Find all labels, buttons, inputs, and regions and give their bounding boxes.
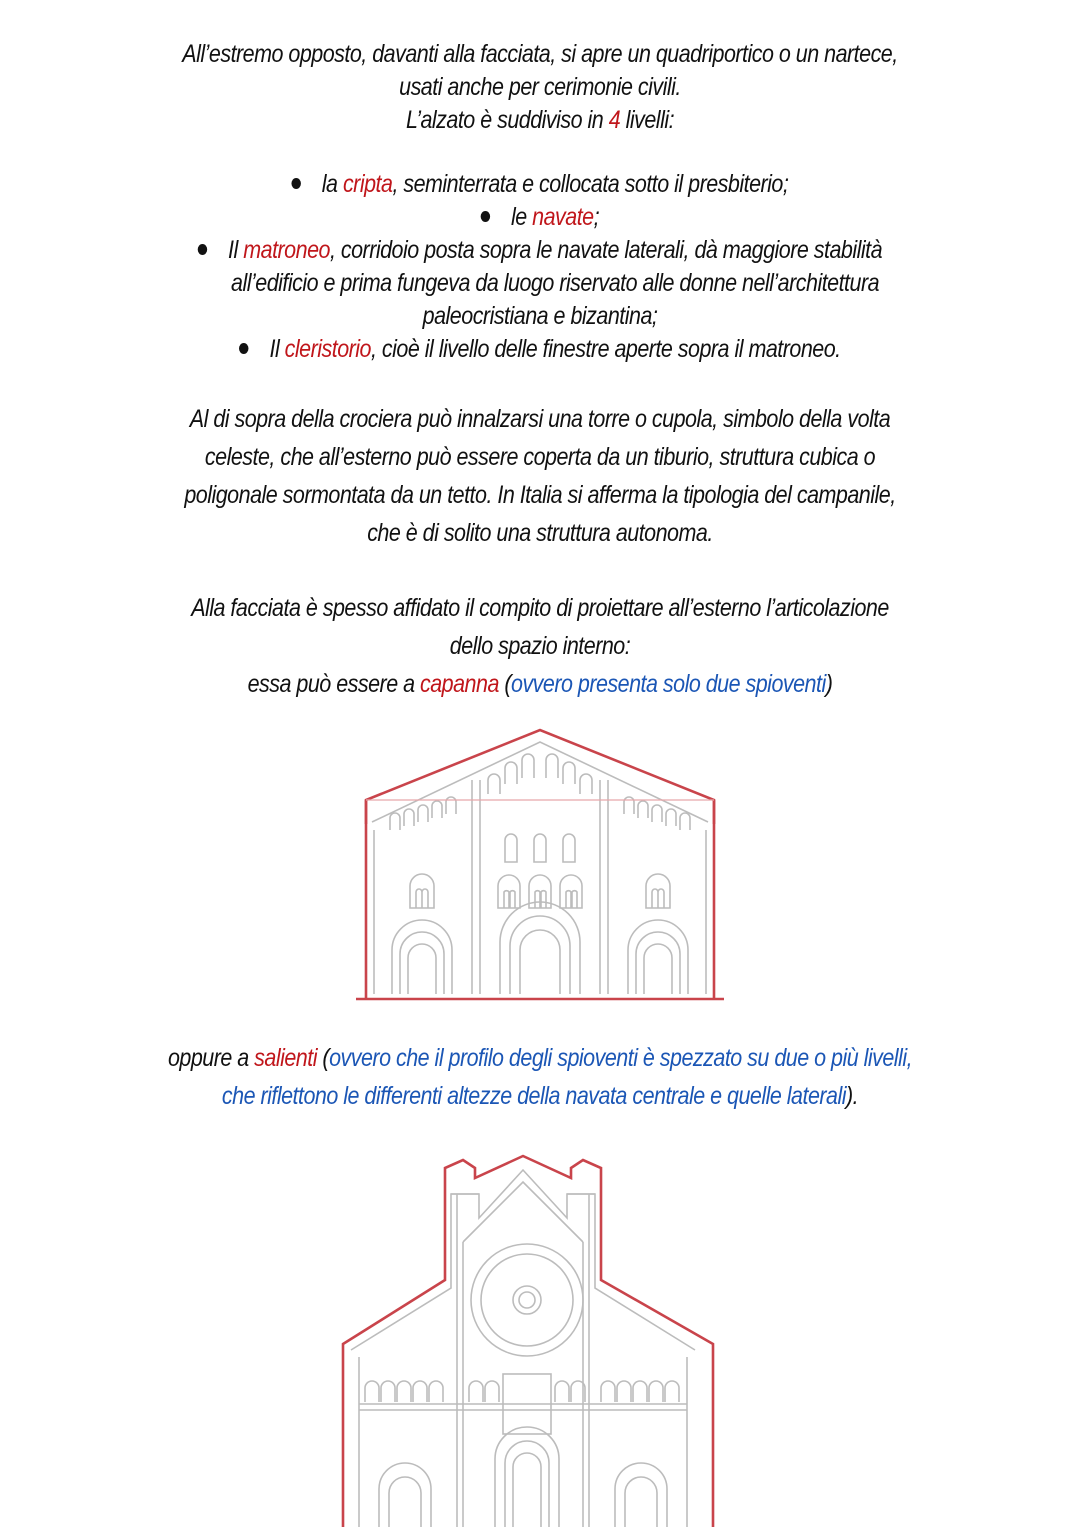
bullet-icon	[239, 343, 248, 354]
salienti-paragraph-line-2: che riflettono le differenti altezze della navata centrale e quelle laterali).	[221, 1082, 859, 1110]
level-item-cripta: la cripta, seminterrata e collocata sotto il presbiterio;	[162, 168, 919, 201]
dome-paragraph-line-3: poligonale sormontata da un tetto. In Italia si afferma la tipologia del campanile,	[184, 481, 896, 509]
bullet-icon	[292, 178, 301, 189]
bullet-icon	[481, 211, 490, 222]
bullet-icon	[198, 244, 207, 255]
intro-line-1: All’estremo opposto, davanti alla facciata, si apre un quadriportico o un nartece,	[182, 40, 898, 68]
facade-paragraph-line-2: dello spazio interno:	[449, 632, 631, 660]
salienti-paragraph-line-1: oppure a salienti (ovvero che il profilo degli spioventi è spezzato su due o più livelli,	[167, 1044, 913, 1072]
salienti-facade-illustration	[335, 1152, 725, 1527]
facade-paragraph-line-3: essa può essere a capanna (ovvero presenta solo due spioventi)	[247, 670, 833, 698]
level-item-matroneo-cont-2: paleocristiana e bizantina;	[422, 302, 658, 330]
level-item-cleristorio: Il cleristorio, cioè il livello delle finestre aperte sopra il matroneo.	[162, 333, 919, 366]
capanna-facade-illustration	[350, 722, 730, 1012]
intro-line-3: L’alzato è suddiviso in 4 livelli:	[405, 106, 675, 134]
dome-paragraph-line-2: celeste, che all’esterno può essere coperta da un tiburio, struttura cubica o	[204, 443, 876, 471]
facade-paragraph-line-1: Alla facciata è spesso affidato il compito di proiettare all’esterno l’articolazione	[191, 594, 889, 622]
level-item-navate: le navate;	[162, 201, 919, 234]
dome-paragraph-line-1: Al di sopra della crociera può innalzarsi una torre o cupola, simbolo della volta	[189, 405, 891, 433]
dome-paragraph-line-4: che è di solito una struttura autonoma.	[367, 519, 713, 547]
level-item-matroneo: Il matroneo, corridoio posta sopra le navate laterali, dà maggiore stabilità	[162, 234, 919, 267]
intro-line-2: usati anche per cerimonie civili.	[399, 73, 681, 101]
levels-count: 4	[608, 106, 621, 134]
level-item-matroneo-cont-1: all’edificio e prima fungeva da luogo riservato alle donne nell’architettura	[231, 269, 880, 297]
